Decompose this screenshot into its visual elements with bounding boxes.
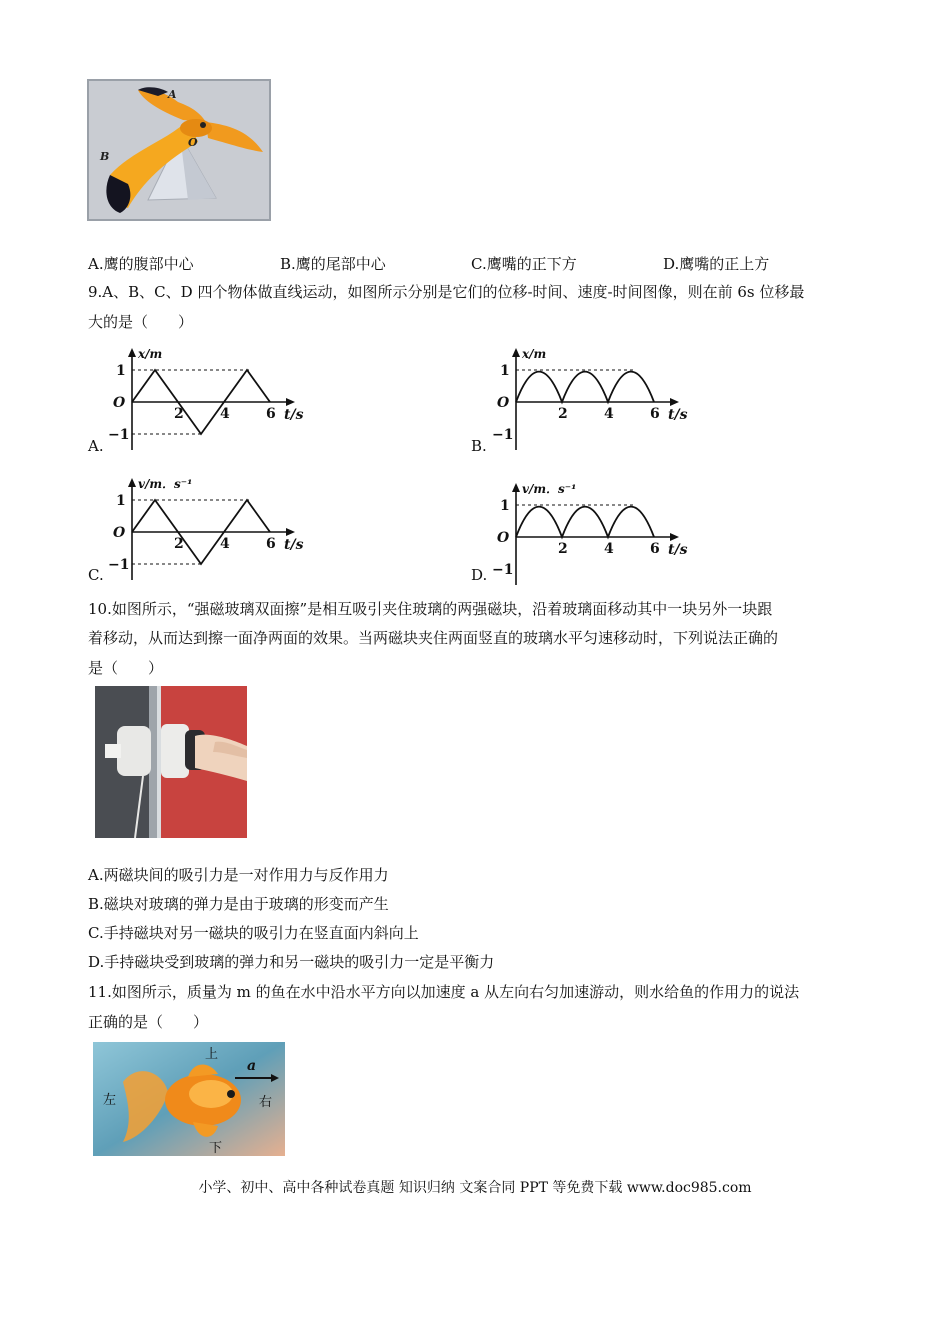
q8-option-b: B.鹰的尾部中心: [280, 255, 386, 273]
q10-stem-line3: 是（ ）: [88, 659, 164, 677]
graph-c-label: C.: [88, 566, 104, 584]
graph-a-label: A.: [88, 437, 104, 455]
x-tick-6: 6: [266, 406, 276, 422]
q8-option-c: C.鹰嘴的正下方: [471, 255, 577, 273]
y-tick-1: 1: [500, 498, 510, 514]
graph-b-label: B.: [471, 437, 487, 455]
x-axis-unit: t/s: [284, 407, 304, 423]
x-tick-6: 6: [650, 406, 660, 422]
fish-label-accel: a: [247, 1058, 257, 1074]
x-axis-arrow: [286, 528, 295, 536]
eagle-label-b: B: [100, 150, 110, 163]
origin-label: O: [497, 395, 510, 411]
q8-option-a: A.鹰的腹部中心: [88, 255, 194, 273]
x-tick-4: 4: [604, 541, 614, 557]
y-tick-1: 1: [116, 493, 126, 509]
q9-stem-line2: 大的是（ ）: [88, 313, 194, 331]
eagle-label-a: A: [168, 88, 177, 101]
y-tick-minus-1: −1: [492, 562, 514, 578]
x-tick-6: 6: [650, 541, 660, 557]
magnet-cleaner-photo: [95, 686, 247, 838]
y-axis-arrow: [128, 348, 136, 357]
x-tick-2: 2: [558, 406, 568, 422]
y-axis-arrow: [512, 483, 520, 492]
q8-option-d: D.鹰嘴的正上方: [663, 255, 770, 273]
fish-label-left: 左: [103, 1093, 117, 1108]
x-axis-arrow: [670, 533, 679, 541]
x-tick-2: 2: [174, 406, 184, 422]
y-tick-minus-1: −1: [108, 557, 130, 573]
fish-label-up: 上: [205, 1047, 219, 1062]
x-tick-4: 4: [220, 406, 230, 422]
graph-c: [108, 475, 304, 585]
q10-stem-line1: 10.如图所示，“强磁玻璃双面擦”是相互吸引夹住玻璃的两强磁块，沿着玻璃面移动其中一块另外一块跟: [88, 600, 773, 618]
graph-b: [492, 345, 688, 455]
fish-label-down: 下: [209, 1141, 223, 1156]
x-axis-arrow: [670, 398, 679, 406]
x-tick-2: 2: [174, 536, 184, 552]
q9-stem-line1: 9.A、B、C、D 四个物体做直线运动，如图所示分别是它们的位移-时间、速度-时间图像，则在前 6s 位移最: [88, 283, 805, 301]
q10-option-b: B.磁块对玻璃的弹力是由于玻璃的形变而产生: [88, 895, 389, 913]
x-axis-unit: t/s: [668, 407, 688, 423]
x-tick-4: 4: [220, 536, 230, 552]
graph-d-label: D.: [471, 566, 488, 584]
x-axis-unit: t/s: [668, 542, 688, 558]
q10-option-a: A.两磁块间的吸引力是一对作用力与反作用力: [88, 866, 389, 884]
q10-stem-line2: 着移动，从而达到擦一面净两面的效果。当两磁块夹住两面竖直的玻璃水平匀速移动时，下列说法正确的: [88, 629, 779, 647]
graph-d: [492, 480, 688, 590]
y-axis-unit: x/m: [522, 347, 547, 361]
q11-stem-line1: 11.如图所示，质量为 m 的鱼在水中沿水平方向以加速度 a 从左向右匀加速游动，则水给鱼的作用力的说法: [88, 983, 800, 1001]
y-axis-arrow: [128, 478, 136, 487]
origin-label: O: [113, 395, 126, 411]
y-tick-minus-1: −1: [108, 427, 130, 443]
x-tick-6: 6: [266, 536, 276, 552]
y-tick-1: 1: [500, 363, 510, 379]
page-footer: 小学、初中、高中各种试卷真题 知识归纳 文案合同 PPT 等免费下载 www.doc985.com: [198, 1180, 752, 1196]
eagle-label-o: O: [188, 136, 198, 149]
y-axis-unit: v/m．s⁻¹: [138, 477, 193, 491]
series-line: [516, 372, 654, 402]
q10-option-c: C.手持磁块对另一磁块的吸引力在竖直面内斜向上: [88, 924, 419, 942]
y-axis-unit: x/m: [138, 347, 163, 361]
x-axis-arrow: [286, 398, 295, 406]
y-axis-arrow: [512, 348, 520, 357]
q11-stem-line2: 正确的是（ ）: [88, 1013, 209, 1031]
x-axis-unit: t/s: [284, 537, 304, 553]
graph-a: [108, 345, 304, 455]
x-tick-4: 4: [604, 406, 614, 422]
fish-label-right: 右: [259, 1095, 273, 1110]
eagle-balance-photo: [88, 80, 270, 220]
origin-label: O: [113, 525, 126, 541]
origin-label: O: [497, 530, 510, 546]
y-axis-unit: v/m．s⁻¹: [522, 482, 577, 496]
series-line: [516, 507, 654, 537]
y-tick-minus-1: −1: [492, 427, 514, 443]
goldfish-photo: [93, 1042, 285, 1156]
x-tick-2: 2: [558, 541, 568, 557]
y-tick-1: 1: [116, 363, 126, 379]
q10-option-d: D.手持磁块受到玻璃的弹力和另一磁块的吸引力一定是平衡力: [88, 953, 495, 971]
